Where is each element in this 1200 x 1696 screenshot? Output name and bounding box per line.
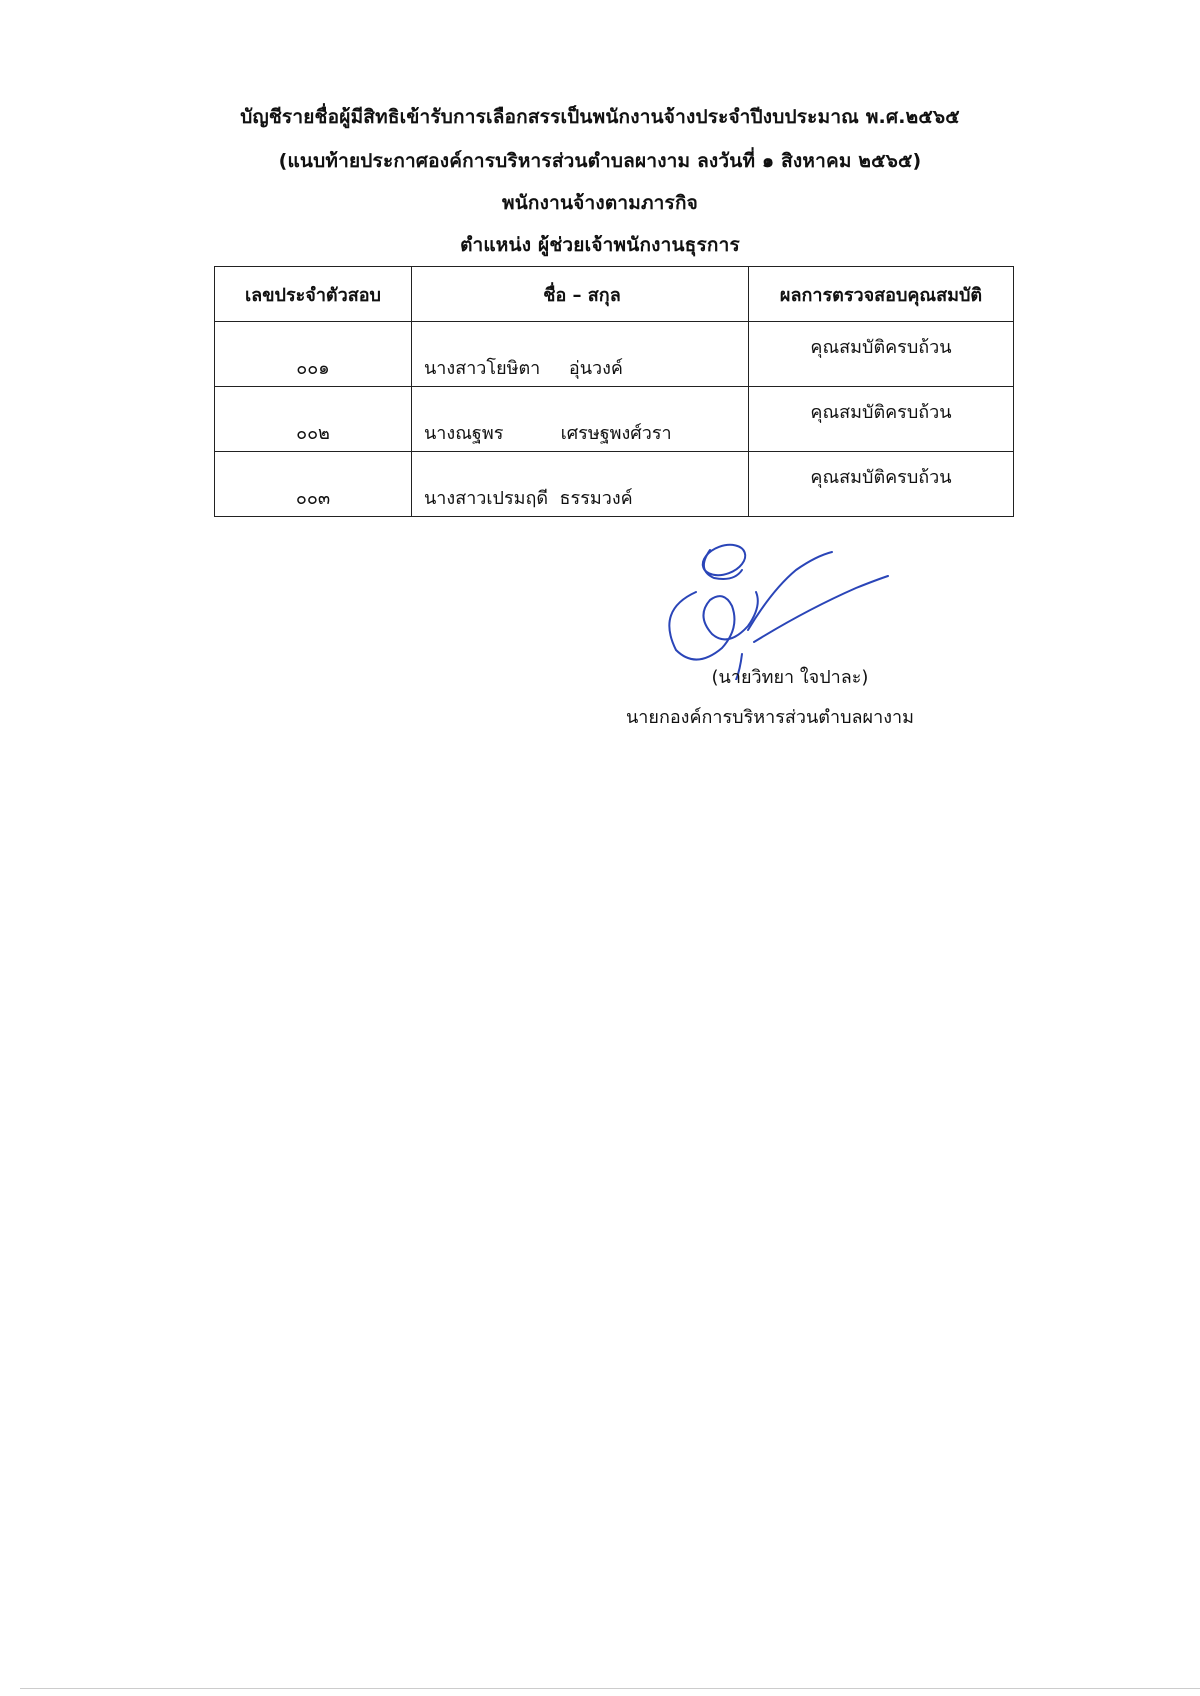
table-row bbox=[215, 387, 1014, 452]
header-exam-id: เลขประจำตัวสอบ bbox=[215, 267, 412, 322]
exam-id-cell: ๐๐๒ bbox=[215, 387, 412, 452]
position-heading: ตำแหน่ง ผู้ช่วยเจ้าพนักงานธุรการ bbox=[460, 234, 740, 256]
handwritten-signature bbox=[636, 530, 896, 680]
header-full-name: ชื่อ – สกุล bbox=[412, 267, 749, 322]
signature-strokes bbox=[669, 539, 888, 680]
exam-id-cell: ๐๐๑ bbox=[215, 322, 412, 387]
signer-name: (นายวิทยา ใจปาละ) bbox=[711, 667, 869, 688]
employment-type-heading: พนักงานจ้างตามภารกิจ bbox=[502, 192, 698, 214]
header-qualification-result: ผลการตรวจสอบคุณสมบัติ bbox=[749, 267, 1014, 322]
signer-title: นายกองค์การบริหารส่วนตำบลผางาม bbox=[626, 707, 914, 728]
page-bottom-divider bbox=[20, 1688, 1200, 1689]
qualification-result-cell: คุณสมบัติครบถ้วน bbox=[749, 452, 1014, 517]
full-name-cell: นางณฐพร เศรษฐพงศ์วรา bbox=[412, 387, 749, 452]
document-title: บัญชีรายชื่อผู้มีสิทธิเข้ารับการเลือกสรรเป็นพนักงานจ้างประจำปีงบประมาณ พ.ศ.๒๕๖๕ bbox=[240, 106, 960, 128]
table-row bbox=[215, 452, 1014, 517]
document-subtitle: (แนบท้ายประกาศองค์การบริหารส่วนตำบลผางาม ลงวันที่ ๑ สิงหาคม ๒๕๖๕) bbox=[278, 150, 922, 172]
qualification-result-cell: คุณสมบัติครบถ้วน bbox=[749, 387, 1014, 452]
qualification-result-cell: คุณสมบัติครบถ้วน bbox=[749, 322, 1014, 387]
full-name-cell: นางสาวเปรมฤดี ธรรมวงค์ bbox=[412, 452, 749, 517]
table-header-row bbox=[215, 267, 1014, 322]
table-row bbox=[215, 322, 1014, 387]
exam-id-cell: ๐๐๓ bbox=[215, 452, 412, 517]
signature-block bbox=[600, 530, 1060, 750]
candidates-table bbox=[214, 266, 1014, 517]
full-name-cell: นางสาวโยษิตา อุ่นวงค์ bbox=[412, 322, 749, 387]
